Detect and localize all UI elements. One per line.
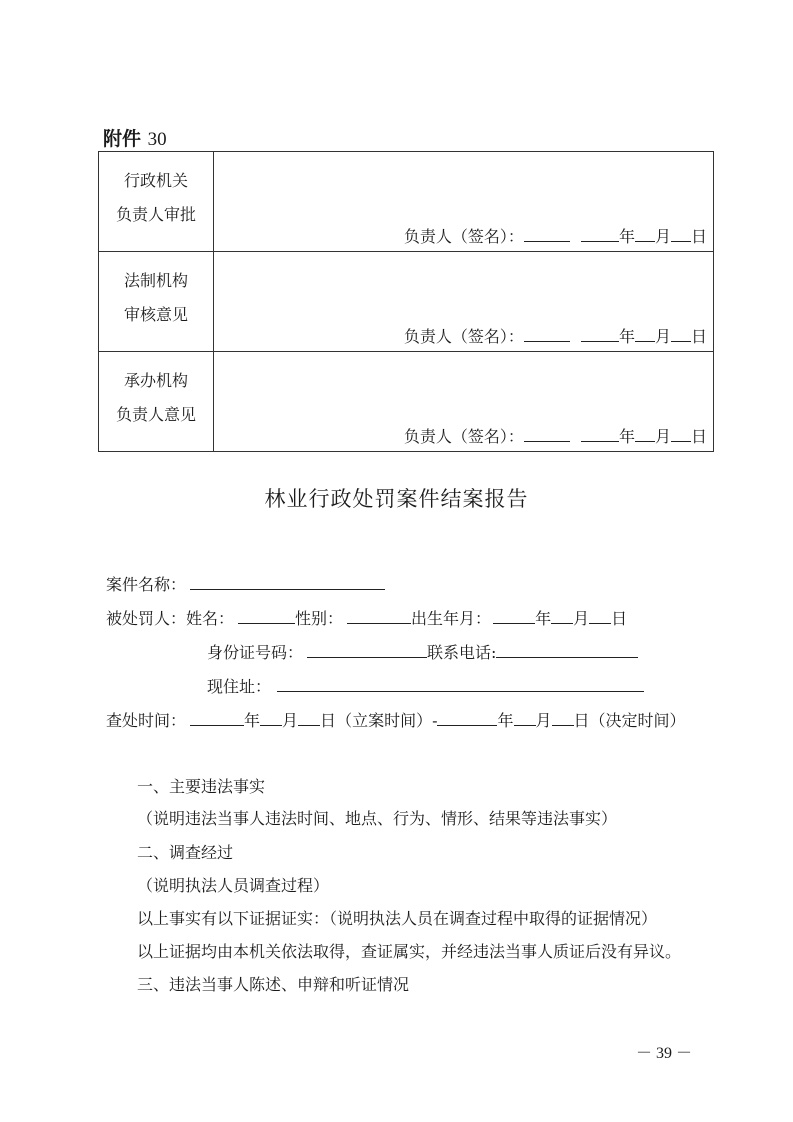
name-field[interactable] [238, 609, 295, 624]
day-blank[interactable] [671, 327, 691, 342]
id-phone-row [207, 640, 638, 663]
label-line: 法制机构 [123, 270, 188, 290]
month-label: 月 [535, 711, 552, 730]
decision-year-field[interactable] [437, 711, 497, 726]
label-line: 负责人意见 [115, 404, 196, 424]
handling-time-row [106, 708, 686, 731]
filing-day-field[interactable] [298, 711, 320, 726]
signature-blank[interactable] [524, 327, 570, 342]
address-row [207, 674, 644, 697]
attachment-number: 30 [147, 129, 167, 150]
phone-field[interactable] [496, 643, 638, 658]
signature-blank[interactable] [524, 427, 570, 442]
section-text: 以上事实有以下证据证实：（说明执法人员在调查过程中取得的证据情况） [137, 909, 658, 928]
approval-row-legal [99, 252, 714, 352]
filing-month-field[interactable] [260, 711, 282, 726]
year-blank[interactable] [581, 427, 619, 442]
filing-time-label: （立案时间）- [336, 711, 438, 730]
signature-label: 负责人（签名）： [403, 227, 524, 246]
section-note: （说明违法当事人违法时间、地点、行为、情形、结果等违法事实） [137, 809, 618, 828]
month-label: 月 [282, 711, 299, 730]
day-label: 日 [690, 327, 707, 346]
year-blank[interactable] [581, 227, 619, 242]
signature-blank[interactable] [524, 227, 570, 242]
approval-row-label [99, 352, 214, 452]
birth-year-field[interactable] [493, 609, 535, 624]
decision-time-label: （决定时间） [589, 711, 686, 730]
label-line: 负责人审批 [115, 204, 196, 224]
approval-opinion-field[interactable] [214, 252, 714, 352]
punished-row [106, 606, 627, 629]
signature-line [404, 424, 707, 447]
approval-row-label [99, 252, 214, 352]
filing-year-field[interactable] [190, 711, 244, 726]
year-label: 年 [497, 711, 514, 730]
approval-opinion-field[interactable] [214, 352, 714, 452]
decision-day-field[interactable] [552, 711, 574, 726]
approval-table [98, 151, 714, 452]
month-label: 月 [654, 427, 671, 446]
phone-label: 联系电话: [427, 643, 497, 662]
label-line: 审核意见 [123, 304, 188, 324]
month-label: 月 [654, 227, 671, 246]
day-label: 日 [573, 711, 590, 730]
year-label: 年 [535, 609, 552, 628]
address-field[interactable] [277, 677, 644, 692]
gender-field[interactable] [347, 609, 411, 624]
case-name-row [106, 572, 385, 595]
year-blank[interactable] [581, 327, 619, 342]
signature-line [404, 224, 707, 247]
year-label: 年 [618, 427, 635, 446]
signature-line [404, 324, 707, 347]
month-blank[interactable] [635, 227, 655, 242]
section-heading: 一、主要违法事实 [137, 777, 266, 796]
name-label: 姓名： [186, 609, 235, 628]
case-name-label: 案件名称： [106, 575, 187, 594]
attachment-heading [103, 124, 167, 151]
approval-row-label [99, 152, 214, 252]
label-line: 行政机关 [123, 170, 188, 190]
approval-row-handler [99, 352, 714, 452]
section-heading: 三、违法当事人陈述、申辩和听证情况 [137, 975, 410, 994]
attachment-label: 附件 [103, 128, 142, 150]
birth-day-field[interactable] [589, 609, 611, 624]
id-number-field[interactable] [307, 643, 427, 658]
section-note: （说明执法人员调查过程） [137, 876, 330, 895]
month-blank[interactable] [635, 327, 655, 342]
time-label: 查处时间： [106, 711, 187, 730]
section-text: 以上证据均由本机关依法取得，查证属实，并经违法当事人质证后没有异议。 [137, 942, 682, 961]
month-label: 月 [654, 327, 671, 346]
address-label: 现住址： [207, 677, 272, 696]
day-blank[interactable] [671, 227, 691, 242]
decision-month-field[interactable] [514, 711, 536, 726]
case-name-field[interactable] [190, 575, 385, 590]
gender-label: 性别： [295, 609, 344, 628]
id-label: 身份证号码： [207, 643, 304, 662]
section-heading: 二、调查经过 [137, 843, 234, 862]
month-blank[interactable] [635, 427, 655, 442]
day-label: 日 [690, 427, 707, 446]
birth-label: 出生年月： [411, 609, 492, 628]
signature-label: 负责人（签名）： [403, 427, 524, 446]
year-label: 年 [244, 711, 261, 730]
birth-month-field[interactable] [551, 609, 573, 624]
year-label: 年 [618, 327, 635, 346]
day-blank[interactable] [671, 427, 691, 442]
approval-row-admin [99, 152, 714, 252]
day-label: 日 [320, 711, 337, 730]
day-label: 日 [690, 227, 707, 246]
approval-opinion-field[interactable] [214, 152, 714, 252]
day-label: 日 [611, 609, 628, 628]
punished-label: 被处罚人： [106, 609, 187, 628]
signature-label: 负责人（签名）： [403, 327, 524, 346]
month-label: 月 [573, 609, 590, 628]
document-title: 林业行政处罚案件结案报告 [264, 487, 529, 511]
page-number: － 39 － [636, 1045, 693, 1062]
label-line: 承办机构 [123, 370, 188, 390]
year-label: 年 [618, 227, 635, 246]
